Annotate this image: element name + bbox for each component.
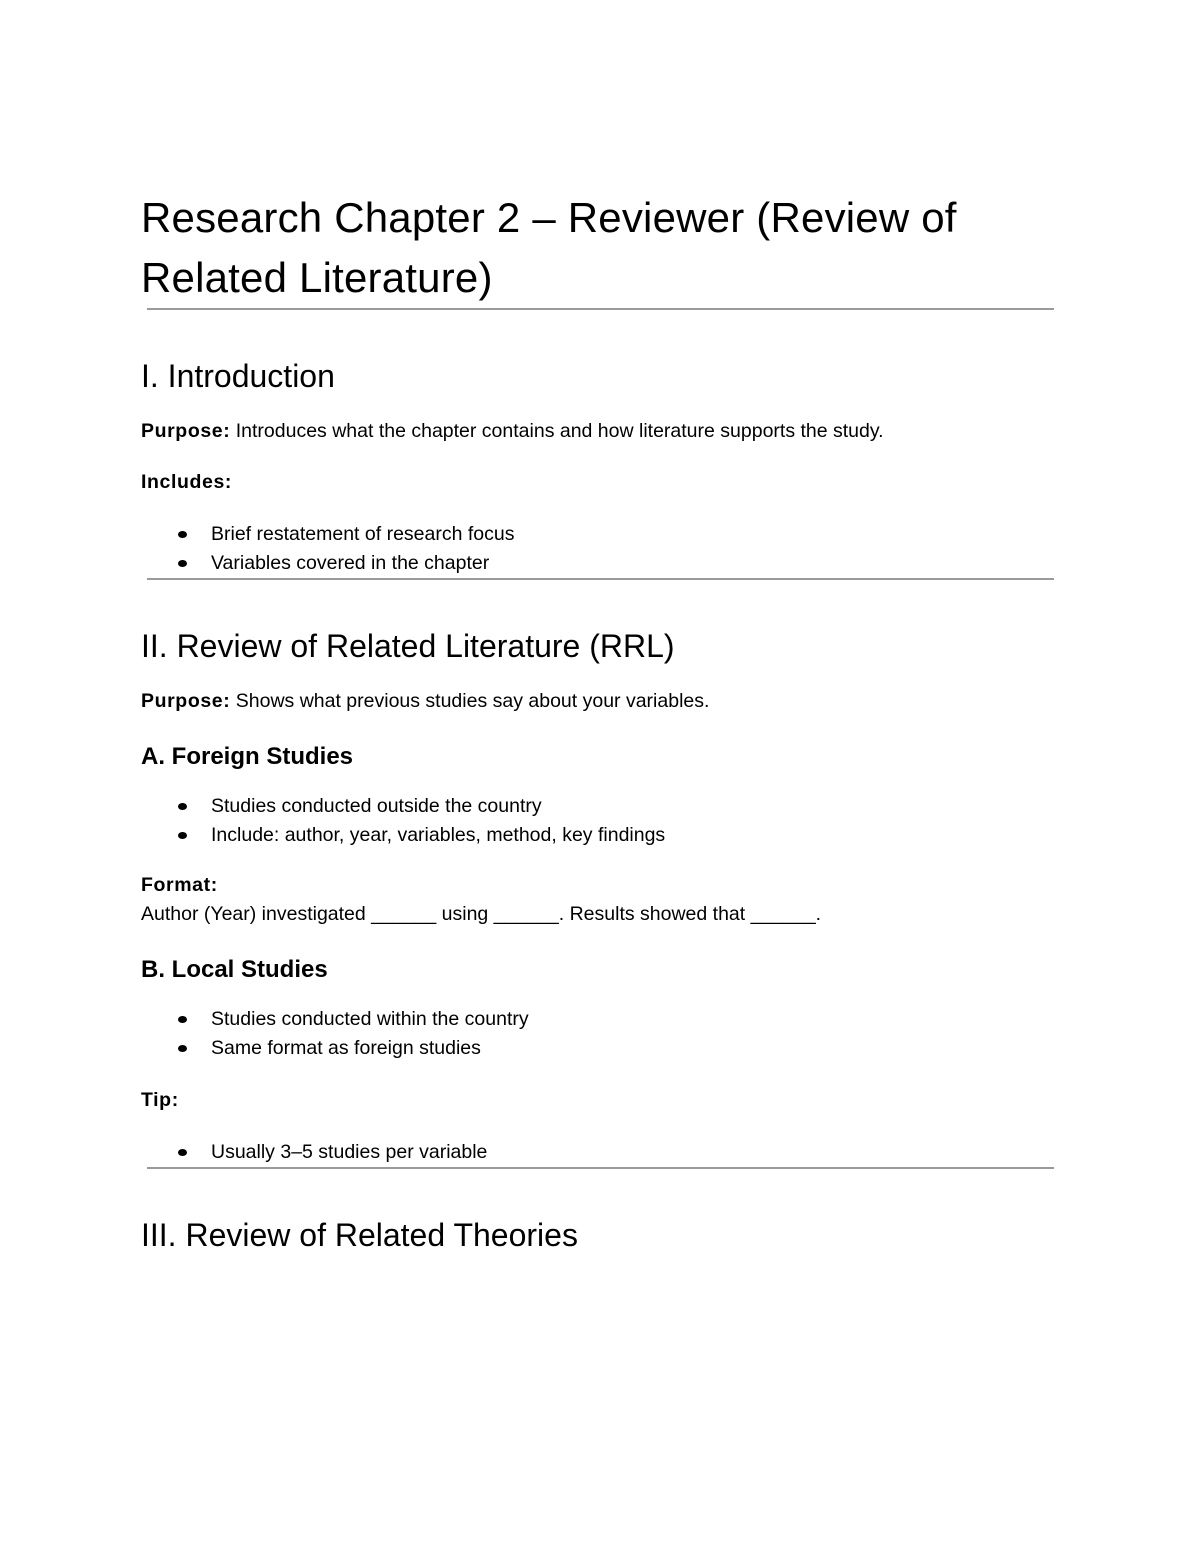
bullet-icon xyxy=(178,1149,187,1156)
bullet-icon xyxy=(178,560,187,567)
format-label: Format: xyxy=(141,874,218,896)
includes-label: Includes: xyxy=(141,471,232,493)
bullet-icon xyxy=(178,803,187,810)
document-page xyxy=(141,188,1055,1255)
list-item: Usually 3–5 studies per variable xyxy=(141,1138,1055,1167)
purpose-text: Shows what previous studies say about your variables. xyxy=(230,690,710,712)
list-item: Same format as foreign studies xyxy=(141,1034,1055,1063)
bullet-icon xyxy=(178,1016,187,1023)
subsection-heading-foreign-studies: A. Foreign Studies xyxy=(141,743,354,770)
bullet-icon xyxy=(178,531,187,538)
tip-label: Tip: xyxy=(141,1089,179,1111)
section-heading-introduction: I. Introduction xyxy=(141,358,335,394)
foreign-studies-list xyxy=(141,792,1055,850)
list-item: Include: author, year, variables, method, key findings xyxy=(141,821,1055,850)
horizontal-divider xyxy=(147,578,1054,580)
document-title: Research Chapter 2 – Reviewer (Review of Related Literature) xyxy=(141,194,957,301)
includes-list xyxy=(141,520,1055,578)
section-heading-rrl: II. Review of Related Literature (RRL) xyxy=(141,628,675,664)
purpose-label: Purpose: xyxy=(141,420,231,442)
bullet-icon xyxy=(178,1045,187,1052)
list-item: Studies conducted outside the country xyxy=(141,792,1055,821)
horizontal-divider xyxy=(147,308,1054,310)
horizontal-divider xyxy=(147,1167,1054,1169)
section-heading-theories: III. Review of Related Theories xyxy=(141,1217,578,1253)
purpose-label: Purpose: xyxy=(141,690,231,712)
list-item: Studies conducted within the country xyxy=(141,1005,1055,1034)
format-text: Author (Year) investigated ______ using ______. Results showed that ______. xyxy=(141,903,822,925)
local-studies-list xyxy=(141,1005,1055,1063)
purpose-text: Introduces what the chapter contains and how literature supports the study. xyxy=(230,420,884,442)
purpose-paragraph xyxy=(141,687,1055,716)
subsection-heading-local-studies: B. Local Studies xyxy=(141,956,328,983)
list-item: Brief restatement of research focus xyxy=(141,520,1055,549)
bullet-icon xyxy=(178,832,187,839)
list-item: Variables covered in the chapter xyxy=(141,549,1055,578)
tip-list xyxy=(141,1138,1055,1167)
purpose-paragraph xyxy=(141,417,1055,446)
